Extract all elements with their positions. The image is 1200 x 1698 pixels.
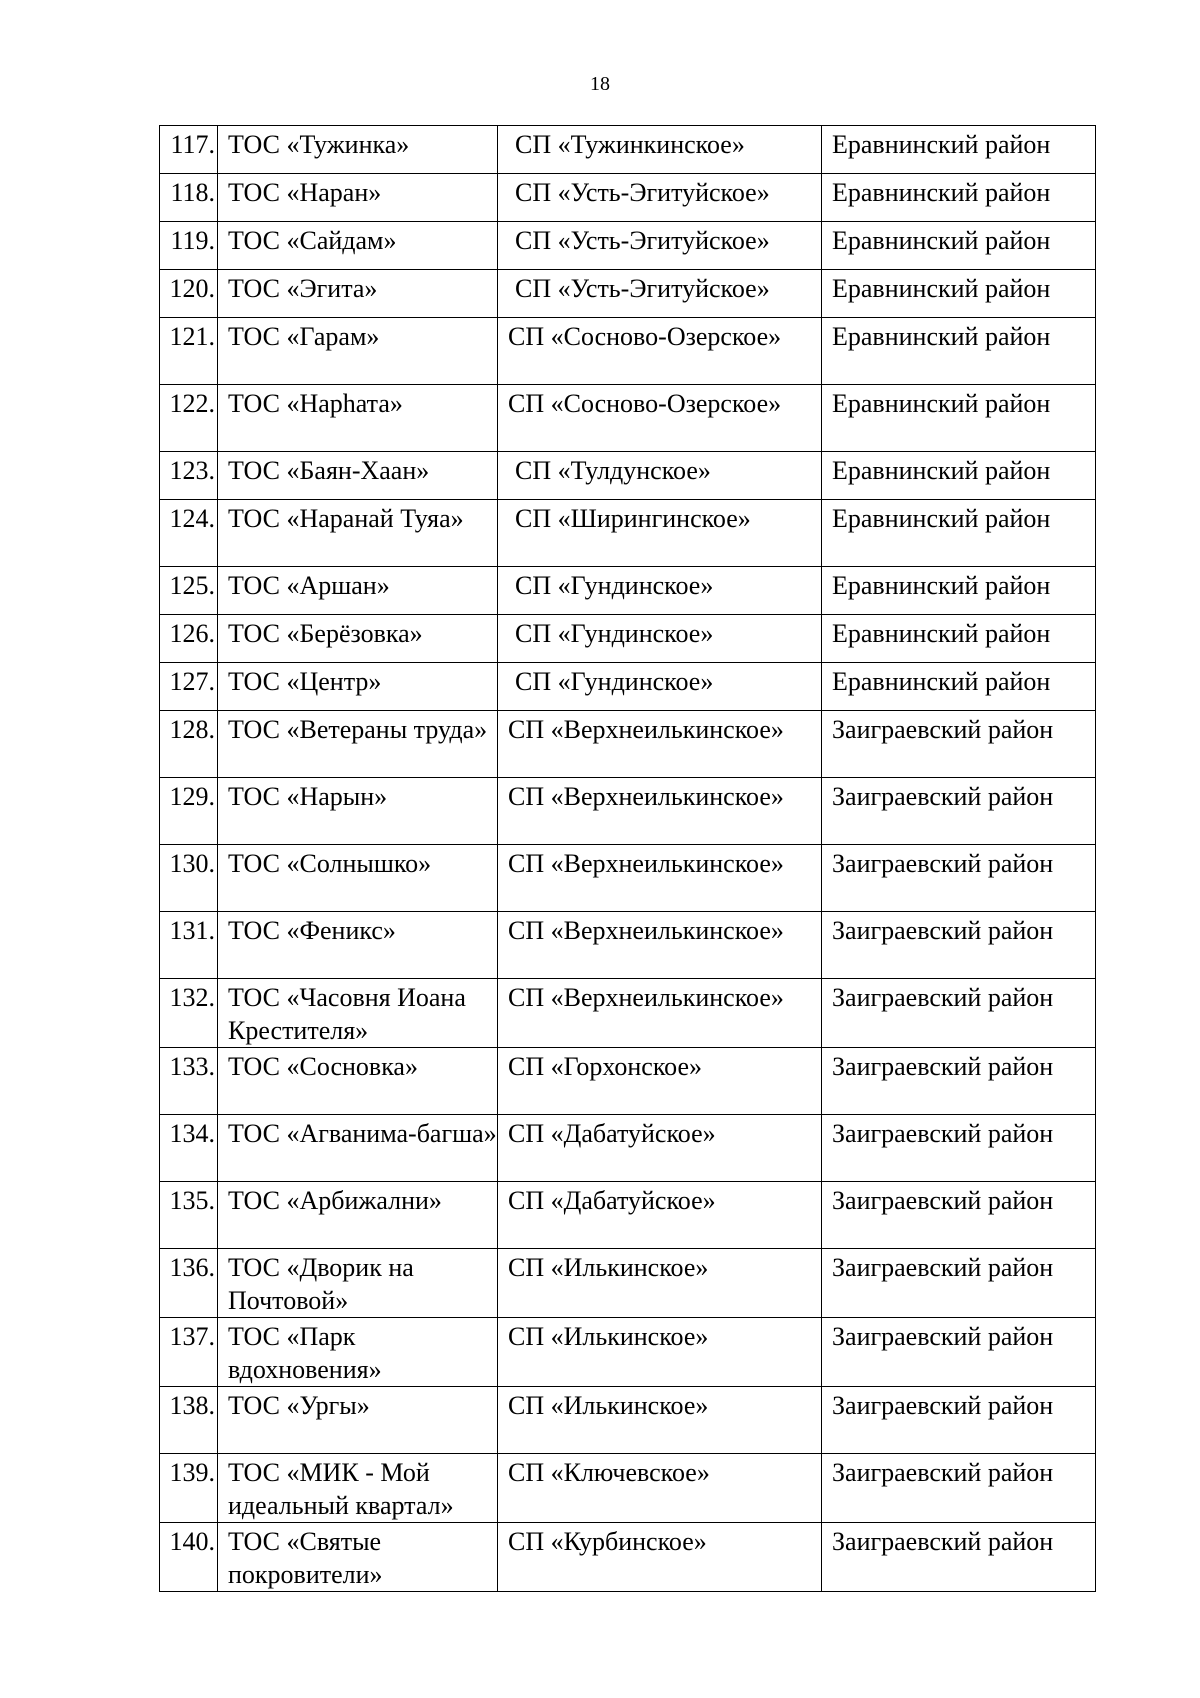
table-row bbox=[160, 1182, 1096, 1249]
district-cell: Еравнинский район bbox=[822, 385, 1096, 452]
tos-name-cell: ТОС «Центр» bbox=[218, 663, 498, 711]
tos-name-cell: ТОС «Солнышко» bbox=[218, 845, 498, 912]
district-cell: Заиграевский район bbox=[822, 1048, 1096, 1115]
settlement-cell: СП «Илькинское» bbox=[498, 1249, 822, 1318]
district-cell: Заиграевский район bbox=[822, 845, 1096, 912]
table-row bbox=[160, 778, 1096, 845]
tos-name-cell: ТОС «Парк вдохновения» bbox=[218, 1318, 498, 1387]
table-row bbox=[160, 615, 1096, 663]
tos-name-cell: ТОС «Феникс» bbox=[218, 912, 498, 979]
tos-name-cell: ТОС «Гарам» bbox=[218, 318, 498, 385]
settlement-cell: СП «Илькинское» bbox=[498, 1318, 822, 1387]
table-row bbox=[160, 126, 1096, 174]
district-cell: Заиграевский район bbox=[822, 1387, 1096, 1454]
table-row bbox=[160, 318, 1096, 385]
settlement-cell: СП «Сосново-Озерское» bbox=[498, 385, 822, 452]
row-number: 117. bbox=[160, 126, 218, 174]
row-number: 132. bbox=[160, 979, 218, 1048]
tos-name-cell: ТОС «Наран» bbox=[218, 174, 498, 222]
table-row bbox=[160, 222, 1096, 270]
table-row bbox=[160, 567, 1096, 615]
row-number: 127. bbox=[160, 663, 218, 711]
tos-name-cell: ТОС «Святые покровители» bbox=[218, 1523, 498, 1592]
district-cell: Заиграевский район bbox=[822, 1249, 1096, 1318]
row-number: 121. bbox=[160, 318, 218, 385]
table-row bbox=[160, 845, 1096, 912]
tos-registry-table bbox=[159, 125, 1096, 1592]
table-row bbox=[160, 174, 1096, 222]
settlement-cell: СП «Курбинское» bbox=[498, 1523, 822, 1592]
table-row bbox=[160, 1523, 1096, 1592]
settlement-cell: СП «Усть-Эгитуйское» bbox=[498, 222, 822, 270]
settlement-cell: СП «Верхнеилькинское» bbox=[498, 979, 822, 1048]
table-row bbox=[160, 979, 1096, 1048]
district-cell: Заиграевский район bbox=[822, 778, 1096, 845]
district-cell: Еравнинский район bbox=[822, 174, 1096, 222]
row-number: 131. bbox=[160, 912, 218, 979]
tos-name-cell: ТОС «Нарhата» bbox=[218, 385, 498, 452]
tos-name-cell: ТОС «Арбижални» bbox=[218, 1182, 498, 1249]
row-number: 122. bbox=[160, 385, 218, 452]
tos-name-cell: ТОС «Тужинка» bbox=[218, 126, 498, 174]
district-cell: Еравнинский район bbox=[822, 452, 1096, 500]
table-body bbox=[160, 126, 1096, 1592]
row-number: 137. bbox=[160, 1318, 218, 1387]
tos-name-cell: ТОС «Сосновка» bbox=[218, 1048, 498, 1115]
district-cell: Еравнинский район bbox=[822, 270, 1096, 318]
row-number: 134. bbox=[160, 1115, 218, 1182]
tos-name-cell: ТОС «Часовня Иоана Крестителя» bbox=[218, 979, 498, 1048]
district-cell: Заиграевский район bbox=[822, 1115, 1096, 1182]
tos-name-cell: ТОС «Баян-Хаан» bbox=[218, 452, 498, 500]
table-row bbox=[160, 1115, 1096, 1182]
table-row bbox=[160, 270, 1096, 318]
table-row bbox=[160, 711, 1096, 778]
settlement-cell: СП «Гундинское» bbox=[498, 663, 822, 711]
district-cell: Заиграевский район bbox=[822, 711, 1096, 778]
table-row bbox=[160, 663, 1096, 711]
settlement-cell: СП «Горхонское» bbox=[498, 1048, 822, 1115]
row-number: 140. bbox=[160, 1523, 218, 1592]
settlement-cell: СП «Верхнеилькинское» bbox=[498, 912, 822, 979]
settlement-cell: СП «Ключевское» bbox=[498, 1454, 822, 1523]
row-number: 130. bbox=[160, 845, 218, 912]
row-number: 128. bbox=[160, 711, 218, 778]
tos-name-cell: ТОС «Ветераны труда» bbox=[218, 711, 498, 778]
district-cell: Заиграевский район bbox=[822, 979, 1096, 1048]
settlement-cell: СП «Гундинское» bbox=[498, 567, 822, 615]
settlement-cell: СП «Тулдунское» bbox=[498, 452, 822, 500]
tos-name-cell: ТОС «Ургы» bbox=[218, 1387, 498, 1454]
row-number: 135. bbox=[160, 1182, 218, 1249]
tos-name-cell: ТОС «Аршан» bbox=[218, 567, 498, 615]
district-cell: Заиграевский район bbox=[822, 1523, 1096, 1592]
settlement-cell: СП «Дабатуйское» bbox=[498, 1182, 822, 1249]
tos-name-cell: ТОС «Сайдам» bbox=[218, 222, 498, 270]
table-row bbox=[160, 1454, 1096, 1523]
row-number: 139. bbox=[160, 1454, 218, 1523]
table-row bbox=[160, 912, 1096, 979]
tos-name-cell: ТОС «Берёзовка» bbox=[218, 615, 498, 663]
tos-name-cell: ТОС «Нарын» bbox=[218, 778, 498, 845]
settlement-cell: СП «Усть-Эгитуйское» bbox=[498, 174, 822, 222]
tos-name-cell: ТОС «Эгита» bbox=[218, 270, 498, 318]
settlement-cell: СП «Илькинское» bbox=[498, 1387, 822, 1454]
district-cell: Заиграевский район bbox=[822, 912, 1096, 979]
row-number: 125. bbox=[160, 567, 218, 615]
district-cell: Заиграевский район bbox=[822, 1318, 1096, 1387]
district-cell: Заиграевский район bbox=[822, 1182, 1096, 1249]
page-number: 18 bbox=[590, 73, 610, 95]
row-number: 123. bbox=[160, 452, 218, 500]
row-number: 118. bbox=[160, 174, 218, 222]
row-number: 124. bbox=[160, 500, 218, 567]
row-number: 129. bbox=[160, 778, 218, 845]
settlement-cell: СП «Ширингинское» bbox=[498, 500, 822, 567]
tos-name-cell: ТОС «Дворик на Почтовой» bbox=[218, 1249, 498, 1318]
settlement-cell: СП «Верхнеилькинское» bbox=[498, 845, 822, 912]
settlement-cell: СП «Усть-Эгитуйское» bbox=[498, 270, 822, 318]
row-number: 138. bbox=[160, 1387, 218, 1454]
tos-name-cell: ТОС «Наранай Туяа» bbox=[218, 500, 498, 567]
table-row bbox=[160, 1387, 1096, 1454]
district-cell: Заиграевский район bbox=[822, 1454, 1096, 1523]
row-number: 119. bbox=[160, 222, 218, 270]
table-row bbox=[160, 1048, 1096, 1115]
row-number: 126. bbox=[160, 615, 218, 663]
table-row bbox=[160, 1249, 1096, 1318]
row-number: 120. bbox=[160, 270, 218, 318]
district-cell: Еравнинский район bbox=[822, 318, 1096, 385]
table-row bbox=[160, 500, 1096, 567]
district-cell: Еравнинский район bbox=[822, 615, 1096, 663]
tos-name-cell: ТОС «Агванима-багша» bbox=[218, 1115, 498, 1182]
table-row bbox=[160, 1318, 1096, 1387]
settlement-cell: СП «Сосново-Озерское» bbox=[498, 318, 822, 385]
settlement-cell: СП «Гундинское» bbox=[498, 615, 822, 663]
district-cell: Еравнинский район bbox=[822, 126, 1096, 174]
district-cell: Еравнинский район bbox=[822, 500, 1096, 567]
tos-name-cell: ТОС «МИК - Мой идеальный квартал» bbox=[218, 1454, 498, 1523]
settlement-cell: СП «Тужинкинское» bbox=[498, 126, 822, 174]
row-number: 136. bbox=[160, 1249, 218, 1318]
row-number: 133. bbox=[160, 1048, 218, 1115]
settlement-cell: СП «Верхнеилькинское» bbox=[498, 778, 822, 845]
table-row bbox=[160, 452, 1096, 500]
district-cell: Еравнинский район bbox=[822, 567, 1096, 615]
district-cell: Еравнинский район bbox=[822, 222, 1096, 270]
district-cell: Еравнинский район bbox=[822, 663, 1096, 711]
settlement-cell: СП «Верхнеилькинское» bbox=[498, 711, 822, 778]
table-row bbox=[160, 385, 1096, 452]
settlement-cell: СП «Дабатуйское» bbox=[498, 1115, 822, 1182]
